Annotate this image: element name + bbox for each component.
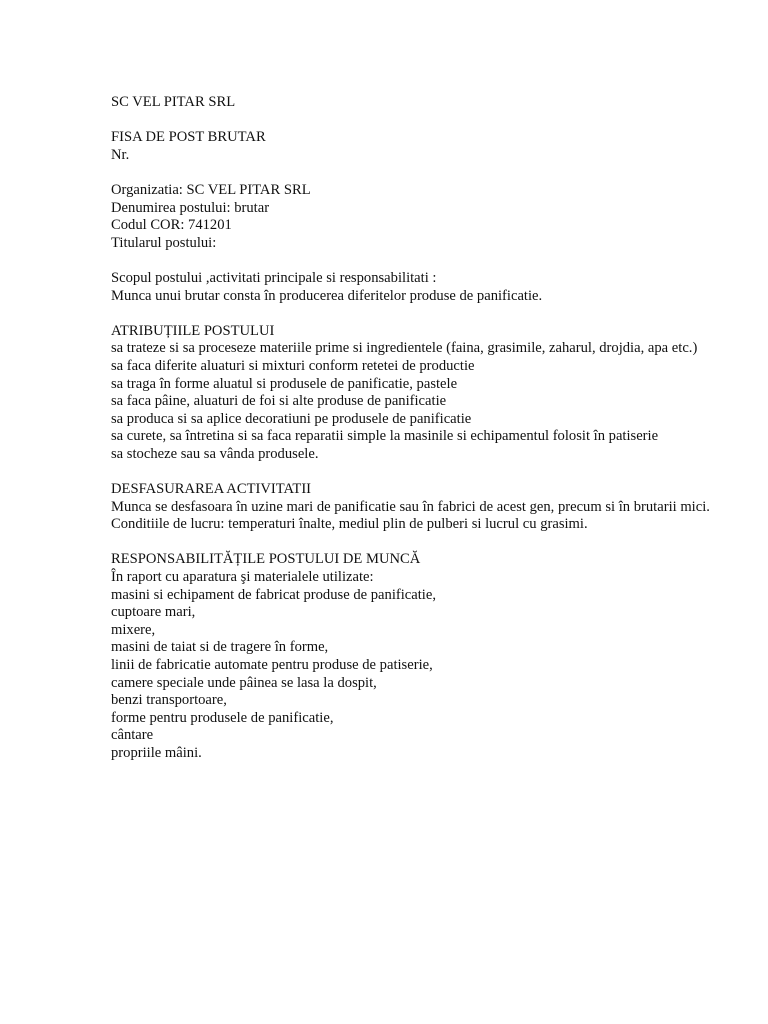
responsabilitati-heading: RESPONSABILITĂȚILE POSTULUI DE MUNCĂ: [111, 551, 421, 568]
desfasurarea-heading: DESFASURAREA ACTIVITATII: [111, 481, 312, 498]
responsabilitati-item: cântare: [111, 727, 154, 744]
atributii-item: sa produca si sa aplice decoratiuni pe produsele de panificatie: [111, 410, 472, 427]
responsabilitati-item: forme pentru produsele de panificatie,: [111, 709, 334, 726]
document-page: [111, 94, 731, 763]
responsabilitati-item: masini si echipament de fabricat produse de panificatie,: [111, 586, 436, 603]
responsabilitati-item: cuptoare mari,: [111, 604, 196, 621]
atributii-item: sa stocheze sau sa vânda produsele.: [111, 445, 319, 462]
organization-line: Organizatia: SC VEL PITAR SRL: [111, 181, 311, 198]
responsabilitati-intro: În raport cu aparatura şi materialele utilizate:: [111, 569, 374, 586]
atributii-heading: ATRIBUȚIILE POSTULUI: [111, 322, 275, 339]
document-title: FISA DE POST BRUTAR: [111, 129, 266, 146]
atributii-item: sa faca pâine, aluaturi de foi si alte produse de panificatie: [111, 393, 447, 410]
spacer: [111, 534, 731, 552]
cor-code-line: Codul COR: 741201: [111, 217, 232, 234]
spacer: [111, 252, 731, 270]
responsabilitati-item: linii de fabricatie automate pentru produse de patiserie,: [111, 657, 433, 673]
spacer: [111, 463, 731, 481]
spacer: [111, 164, 731, 182]
atributii-item: sa faca diferite aluaturi si mixturi conform retetei de productie: [111, 357, 475, 374]
desfasurarea-text: Munca se desfasoara în uzine mari de panificatie sau în fabrici de acest gen, precum si în brutarii mici.: [111, 498, 710, 515]
spacer: [111, 112, 731, 130]
atributii-item: sa traga în forme aluatul si produsele de panificatie, pastele: [111, 375, 458, 392]
company-header: SC VEL PITAR SRL: [111, 94, 236, 110]
responsabilitati-item: benzi transportoare,: [111, 692, 227, 709]
spacer: [111, 305, 731, 323]
atributii-item: sa curete, sa întretina si sa faca reparatii simple la masinile si echipamentul folosit în patiserie: [111, 428, 659, 445]
responsabilitati-item: propriile mâini.: [111, 744, 202, 761]
atributii-item: sa trateze si sa proceseze materiile prime si ingredientele (faina, grasimile, zaharul, drojdia, apa etc.): [111, 340, 698, 357]
job-holder-line: Titularul postului:: [111, 234, 217, 251]
working-conditions: Conditiile de lucru: temperaturi înalte, mediul plin de pulberi si lucrul cu grasimi.: [111, 516, 588, 533]
scope-text: Munca unui brutar consta în producerea diferitelor produse de panificatie.: [111, 287, 543, 304]
document-number: Nr.: [111, 146, 130, 163]
responsabilitati-item: masini de taiat si de tragere în forme,: [111, 639, 329, 656]
responsabilitati-item: mixere,: [111, 621, 156, 638]
scope-heading: Scopul postului ,activitati principale si responsabilitati :: [111, 269, 437, 286]
job-name-line: Denumirea postului: brutar: [111, 199, 270, 216]
responsabilitati-item: camere speciale unde pâinea se lasa la dospit,: [111, 674, 377, 691]
